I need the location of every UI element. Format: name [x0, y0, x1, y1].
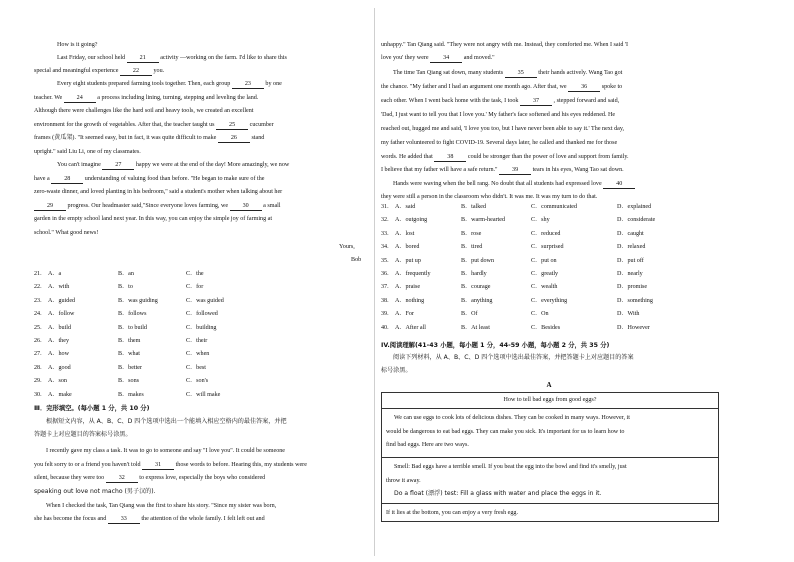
blank-39: 39: [499, 166, 531, 175]
blank-31: 31: [142, 461, 174, 470]
paragraph-line: love you' they were 34 and moved.": [381, 55, 495, 61]
option-choice: C．son's: [186, 378, 209, 385]
paragraph-line: teacher. We 24 a process including lining, turning, stepping and leveling the land.: [34, 95, 259, 101]
section-instruction: 标号涂黑。: [381, 367, 412, 374]
option-choice: B．tired: [461, 244, 483, 251]
question-number: 33.: [381, 230, 389, 237]
blank-25: 25: [216, 121, 248, 130]
question-number: 27.: [34, 351, 42, 358]
option-choice: A．make: [48, 391, 72, 398]
option-choice: A．put up: [395, 257, 421, 264]
paragraph-line: special and meaningful experience 22 you.: [34, 68, 165, 74]
question-number: 26.: [34, 338, 42, 344]
paragraph-line: you felt sorry to or a friend you haven't told 31 those words to before. Hearing this, my students were: [34, 462, 307, 468]
option-row: [381, 230, 717, 238]
blank-28: 28: [51, 175, 83, 184]
question-number: 23.: [34, 297, 42, 304]
section-instruction: 答题卡上对应题目的答案标号涂黑。: [34, 431, 132, 438]
option-choice: A．lost: [395, 230, 415, 237]
option-choice: B．put down: [461, 257, 495, 264]
paragraph-line: garden in the empty school land next year. In this way, you can enjoy the simple joy of farming at: [34, 216, 273, 222]
question-number: 24.: [34, 311, 42, 318]
paragraph-line: 'Dad, I just want to tell you that I love you.' My father's face softened and his eyes reddened. He: [381, 112, 616, 118]
blank-33: 33: [108, 515, 140, 524]
option-choice: C．shy: [531, 217, 550, 224]
info-table: [381, 392, 719, 522]
section-instruction: 阅读下列材料，从 A、B、C、D 四个选项中选出最佳答案，并把答题卡上对应题目的答案: [393, 354, 634, 361]
paragraph-line: she has become the focus and 33 the attention of the whole family. I felt left out and: [34, 516, 265, 522]
option-choice: A．outgoing: [395, 217, 428, 224]
option-row: [381, 297, 717, 305]
option-row: [381, 283, 717, 291]
option-row: [34, 283, 370, 291]
table-text: If it lies at the bottom, you can enjoy a very fresh egg.: [386, 510, 518, 516]
option-choice: C．On: [531, 311, 549, 318]
section-instruction: 根据短文内容，从 A、B、C、D 四个选项中选出一个能填入相应空格内的最佳答案，并把: [46, 418, 287, 425]
paragraph-line: they were still a person in the classroom who didn't. It was me. It was my turn to do that.: [381, 194, 598, 200]
column-divider: [374, 8, 375, 556]
question-number: 36.: [381, 271, 389, 277]
option-choice: B．warm-hearted: [461, 217, 505, 224]
option-choice: C．building: [186, 324, 217, 331]
question-number: 34.: [381, 244, 389, 251]
option-choice: A．son: [48, 378, 67, 385]
option-choice: B．makes: [118, 391, 144, 398]
option-choice: C．communicated: [531, 204, 578, 210]
question-number: 29.: [34, 378, 42, 385]
option-choice: A．with: [48, 284, 70, 291]
table-text: Do a float (漂浮) test: Fill a glass with water and place the eggs in it.: [394, 490, 602, 497]
blank-29: 29: [34, 202, 66, 211]
letter-signature: Bob: [351, 257, 362, 263]
paragraph-line: Hands were waving when the bell rang. No doubt that all students had expressed love 40: [393, 180, 635, 189]
option-choice: D．something: [617, 297, 653, 304]
paragraph-line: speaking out love not macho (男子汉的).: [34, 488, 156, 495]
option-choice: A．praise: [395, 284, 421, 291]
option-choice: A．frequently: [395, 271, 431, 277]
paragraph-line: zero-waste dinner, and loved planting in his bedroom," said a student's mother when talking about her: [34, 189, 283, 195]
option-row: [34, 337, 370, 345]
option-choice: B．talked: [461, 204, 487, 210]
option-choice: B．was guiding: [118, 297, 158, 304]
paragraph-line: I believe that my father will have a safe return." 39 tears in his eyes, Wang Tao sat down.: [381, 167, 624, 173]
question-number: 37.: [381, 284, 389, 291]
question-number: 28.: [34, 364, 42, 371]
question-number: 39.: [381, 311, 389, 318]
option-choice: B．sons: [118, 378, 139, 385]
option-choice: D．nearly: [617, 271, 643, 277]
option-choice: A．how: [48, 351, 69, 358]
option-choice: B．to: [118, 284, 133, 291]
question-number: 40.: [381, 324, 389, 331]
blank-36: 36: [568, 83, 600, 92]
blank-32: 32: [106, 474, 138, 483]
option-choice: B．hardly: [461, 271, 487, 277]
question-number: 22.: [34, 284, 42, 291]
paragraph-line: frames (黄瓜架). "It seemed easy, but in fact, it was quite difficult to make 26 stand: [34, 135, 265, 141]
blank-24: 24: [64, 94, 96, 103]
option-choice: B．to build: [118, 324, 147, 331]
blank-30: 30: [230, 202, 262, 211]
paragraph-line: I recently gave my class a task. It was to go to someone and say "I love you". It could be someone: [46, 448, 286, 454]
paragraph-line: my father volunteered to fight COVID-19. Several days later, he called and thanked me for those: [381, 140, 618, 146]
option-choice: C．the: [186, 271, 204, 277]
option-row: [34, 270, 370, 278]
paragraph-line: silent, because they were too 32 to express love, especially the boys who considered: [34, 475, 266, 481]
option-choice: C．Besides: [531, 324, 561, 331]
paragraph-line: environment for the growth of vegetables. After that, the teacher taught us 25 cucumber: [34, 122, 274, 128]
option-row: [34, 310, 370, 318]
option-choice: C．greatly: [531, 271, 559, 277]
paragraph-line: words. He added that 38 could be stronger than the power of love and support from family.: [381, 154, 629, 160]
table-text: throw it away.: [386, 478, 421, 484]
option-row: [34, 324, 370, 332]
option-choice: D．However: [617, 324, 650, 331]
option-choice: A．nothing: [395, 297, 425, 304]
option-choice: C．for: [186, 284, 204, 291]
question-number: 30.: [34, 391, 42, 398]
option-choice: A．bored: [395, 244, 420, 251]
option-choice: B．courage: [461, 284, 491, 291]
paragraph-line: school." What good news!: [34, 230, 99, 236]
table-text: We can use eggs to cook lots of delicious dishes. They can be cooked in many ways. However, it: [394, 415, 630, 421]
option-row: [34, 377, 370, 385]
option-row: [381, 324, 717, 332]
blank-34: 34: [430, 54, 462, 63]
paragraph-line: Although there were challenges like the hard soil and heavy tools, we created an excellent: [34, 108, 254, 114]
option-choice: A．said: [395, 204, 416, 210]
paragraph-line: the chance. "My father and I had an argument one month ago. After that, we 36 spoke to: [381, 84, 623, 90]
letter-greeting: How is it going?: [57, 42, 98, 48]
blank-23: 23: [232, 80, 264, 89]
paragraph-line: 29 progress. Our headmaster said,"Since everyone loves farming, we 30 a small: [34, 202, 281, 211]
section-title: Ⅲ．完形填空。(每小题 1 分，共 10 分): [34, 405, 150, 412]
option-choice: D．promise: [617, 284, 648, 291]
option-choice: A．build: [48, 324, 72, 331]
table-title: How to tell bad eggs from good eggs?: [503, 397, 597, 403]
option-choice: A．After all: [395, 324, 426, 331]
paragraph-line: unhappy." Tan Qiang said. "They were not angry with me. Instead, they comforted me. When I said 'I: [381, 42, 629, 48]
option-choice: A．guided: [48, 297, 76, 304]
option-row: [381, 203, 717, 211]
table-row-divider: [382, 408, 718, 409]
paragraph-line: upright." said Liu Li, one of my classmates.: [34, 149, 141, 155]
blank-40: 40: [603, 180, 635, 189]
option-choice: C．surprised: [531, 244, 564, 251]
option-choice: A．they: [48, 338, 69, 344]
option-row: [381, 257, 717, 265]
paragraph-line: You can't imagine 27 happy we were at the end of the day! More amazingly, we now: [57, 162, 290, 168]
option-choice: C．wealth: [531, 284, 558, 291]
option-row: [381, 216, 717, 224]
option-choice: C．was guided: [186, 297, 224, 304]
option-row: [381, 243, 717, 251]
table-row-divider: [382, 457, 718, 458]
option-choice: B．follows: [118, 311, 147, 318]
blank-27: 27: [102, 161, 134, 170]
question-number: 21.: [34, 271, 42, 277]
table-row-divider: [382, 503, 718, 504]
option-row: [34, 391, 370, 399]
option-choice: C．will make: [186, 391, 221, 398]
option-choice: D．With: [617, 311, 640, 318]
question-number: 32.: [381, 217, 389, 224]
paragraph-line: Every eight students prepared farming tools together. Then, each group 23 by one: [57, 81, 282, 87]
paragraph-line: reached out, hugged me and said, 'I love you too, but I have never been able to say it.' The next day,: [381, 126, 624, 132]
table-text: would be dangerous to eat bad eggs. They can make you sick. It's important for us to learn how to: [386, 429, 625, 435]
question-number: 31.: [381, 204, 389, 210]
paragraph-line: Last Friday, our school held 21 activity —working on the farm. I'd like to share this: [57, 55, 287, 61]
passage-label: A: [546, 381, 552, 389]
letter-closing: Yours,: [339, 244, 355, 250]
option-choice: A．For: [395, 311, 414, 318]
option-choice: A．a: [48, 271, 62, 277]
option-choice: C．put on: [531, 257, 557, 264]
option-choice: D．put off: [617, 257, 644, 264]
paragraph-line: have a 28 understanding of valuing food than before. "He began to make sure of the: [34, 176, 265, 182]
blank-21: 21: [127, 54, 159, 63]
option-choice: C．when: [186, 351, 210, 358]
question-number: 38.: [381, 297, 389, 304]
option-choice: B．an: [118, 271, 134, 277]
option-choice: C．their: [186, 338, 208, 344]
option-choice: C．everything: [531, 297, 568, 304]
option-choice: D．explained: [617, 204, 652, 210]
blank-22: 22: [120, 67, 152, 76]
paragraph-line: each other. When I went back home with the task, I took 37 , stepped forward and said,: [381, 98, 620, 104]
table-text: Smell: Bad eggs have a terrible smell. If you beat the egg into the bowl and find it's smelly, just: [394, 464, 627, 470]
option-choice: A．good: [48, 364, 71, 371]
option-row: [34, 364, 370, 372]
table-text: find bad eggs. Here are two ways.: [386, 442, 469, 448]
option-choice: D．caught: [617, 230, 644, 237]
blank-35: 35: [505, 69, 537, 78]
option-choice: B．anything: [461, 297, 493, 304]
question-number: 35.: [381, 257, 389, 264]
option-row: [34, 350, 370, 358]
option-choice: B．At least: [461, 324, 490, 331]
blank-26: 26: [218, 134, 250, 143]
option-row: [34, 297, 370, 305]
option-choice: C．best: [186, 364, 206, 371]
option-choice: D．relaxed: [617, 244, 646, 251]
option-choice: B．rose: [461, 230, 482, 237]
option-choice: A．follow: [48, 311, 75, 318]
option-choice: B．Of: [461, 311, 478, 318]
option-choice: B．them: [118, 338, 141, 344]
option-row: [381, 310, 717, 318]
blank-37: 37: [520, 97, 552, 106]
question-number: 25.: [34, 324, 42, 331]
option-choice: C．reduced: [531, 230, 561, 237]
section-title: IV.阅读理解(41-43 小题，每小题 1 分，44-59 小题，每小题 2 分，共 35 分): [381, 342, 610, 349]
paragraph-line: The time Tan Qiang sat down, many students 35 their hands actively. Wang Tao got: [393, 70, 623, 76]
option-choice: B．better: [118, 364, 143, 371]
option-choice: C．followed: [186, 311, 218, 318]
paragraph-line: When I checked the task, Tan Qiang was the first to share his story. "Since my sister was born,: [46, 503, 277, 509]
blank-38: 38: [434, 153, 466, 162]
option-choice: D．considerate: [617, 217, 656, 224]
option-row: [381, 270, 717, 278]
option-choice: B．what: [118, 351, 141, 358]
